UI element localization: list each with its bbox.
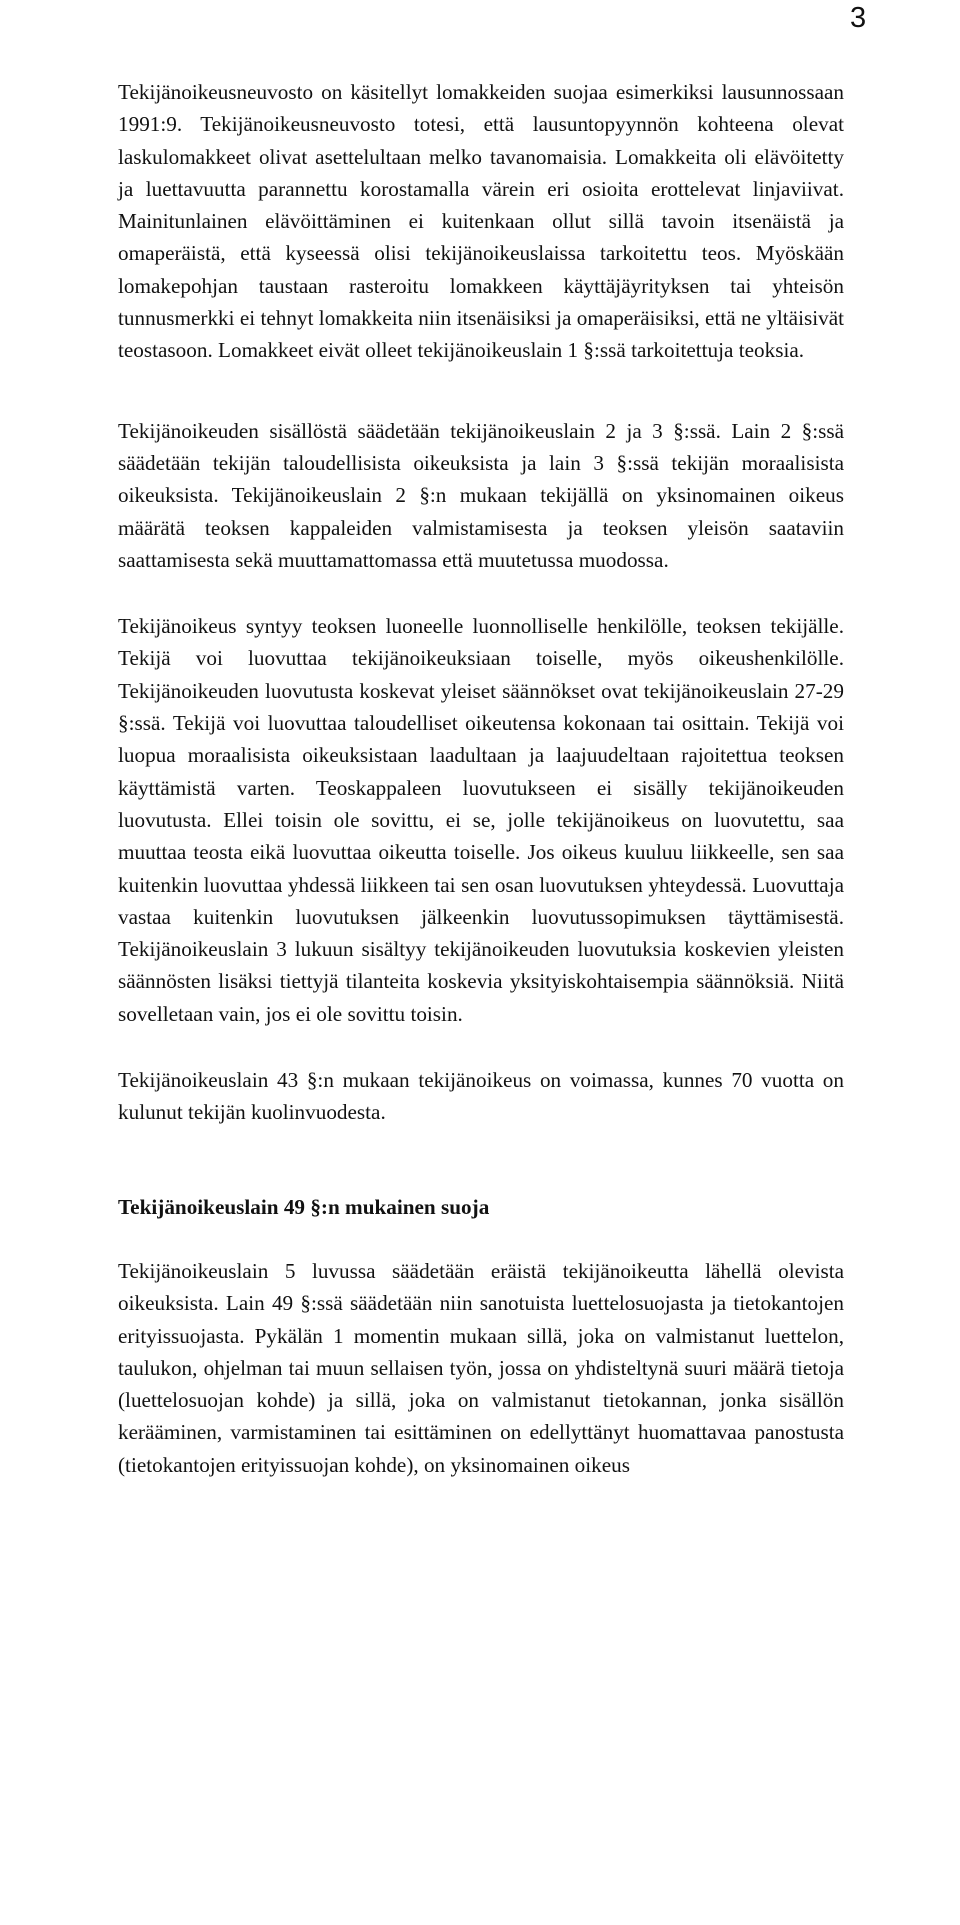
document-body [118, 76, 844, 1481]
paragraph-lomakkeiden-suoja: Tekijänoikeusneuvosto on käsitellyt lomakkeiden suojaa esimerkiksi lausunnossaan 1991:9. Tekijänoikeusneuvosto totesi, että lausuntopyynnön kohteena olevat laskulomakkeet olivat asettelultaan melko tavanomaisia. Lomakkeita oli elävöitetty ja luettavuutta parannettu korostamalla värein eri osioita erottelevat linjaviivat. Mainitunlainen elävöittäminen ei kuitenkaan ollut sillä tavoin itsenäistä ja omaperäistä, että kyseessä olisi tekijänoikeuslaissa tarkoitettu teos. Myöskään lomakepohjan taustaan rasteroitu lomakkeen käyttäjäyrityksen tai yhteisön tunnusmerkki ei tehnyt lomakkeita niin itsenäisiksi ja omaperäisiksi, että ne yltäisivät teostasoon. Lomakkeet eivät olleet tekijänoikeuslain 1 §:ssä tarkoitettuja teoksia. [118, 80, 844, 363]
page-number: 3 [850, 2, 867, 34]
section-heading: Tekijänoikeuslain 49 §:n mukainen suoja [118, 1194, 490, 1219]
paragraph-tekijanoikeuden-luovutus: Tekijänoikeus syntyy teoksen luoneelle luonnolliselle henkilölle, teoksen tekijälle. Tekijä voi luovuttaa tekijänoikeuksiaan toiselle, myös oikeushenkilölle. Tekijänoikeuden luovutusta koskevat yleiset säännökset ovat tekijänoikeuslain 27-29 §:ssä. Tekijä voi luovuttaa taloudelliset oikeutensa kokonaan tai osittain. Tekijä voi luopua moraalisista oikeuksistaan laadultaan ja laajuudeltaan rajoitettua teoksen käyttämistä varten. Teoskappaleen luovutukseen ei sisälly tekijänoikeuden luovutusta. Ellei toisin ole sovittu, ei se, jolle tekijänoikeus on luovutettu, saa muuttaa teosta eikä luovuttaa oikeutta toiselle. Jos oikeus kuuluu liikkeelle, sen saa kuitenkin luovuttaa yhdessä liikkeen tai sen osan luovutuksen yhteydessä. Luovuttaja vastaa kuitenkin luovutuksen jälkeenkin luovutussopimuksen täyttämisestä. Tekijänoikeuslain 3 lukuun sisältyy tekijänoikeuden luovutuksia koskevien yleisten säännösten lisäksi tiettyjä tilanteita koskevia yksityiskohtaisempia säännöksiä. Niitä sovelletaan vain, jos ei ole sovittu toisin. [118, 614, 844, 1026]
paragraph-tekijanoikeuden-sisalto: Tekijänoikeuden sisällöstä säädetään tekijänoikeuslain 2 ja 3 §:ssä. Lain 2 §:ssä säädetään tekijän taloudellisista oikeuksista ja lain 3 §:ssä tekijän moraalisista oikeuksista. Tekijänoikeuslain 2 §:n mukaan tekijällä on yksinomainen oikeus määrätä teoksen kappaleiden valmistamisesta ja teoksen yleisön saataviin saattamisesta sekä muuttamattomassa että muutetussa muodossa. [118, 418, 844, 572]
paragraph-luettelosuoja: Tekijänoikeuslain 5 luvussa säädetään eräistä tekijänoikeutta lähellä olevista oikeuksista. Lain 49 §:ssä säädetään niin sanotuista luettelosuojasta ja tietokantojen erityissuojasta. Pykälän 1 momentin mukaan sillä, joka on valmistanut luettelon, taulukon, ohjelman tai muun sellaisen työn, jossa on yhdisteltynä suuri määrä tietoja (luettelosuojan kohde) ja sillä, joka on valmistanut tietokannan, jonka sisällön kerääminen, varmistaminen tai esittäminen on edellyttänyt huomattavaa panostusta (tietokantojen erityissuojan kohde), on yksinomainen oikeus [118, 1258, 844, 1477]
paragraph-suoja-aika: Tekijänoikeuslain 43 §:n mukaan tekijänoikeus on voimassa, kunnes 70 vuotta on kulunut tekijän kuolinvuodesta. [118, 1068, 844, 1125]
